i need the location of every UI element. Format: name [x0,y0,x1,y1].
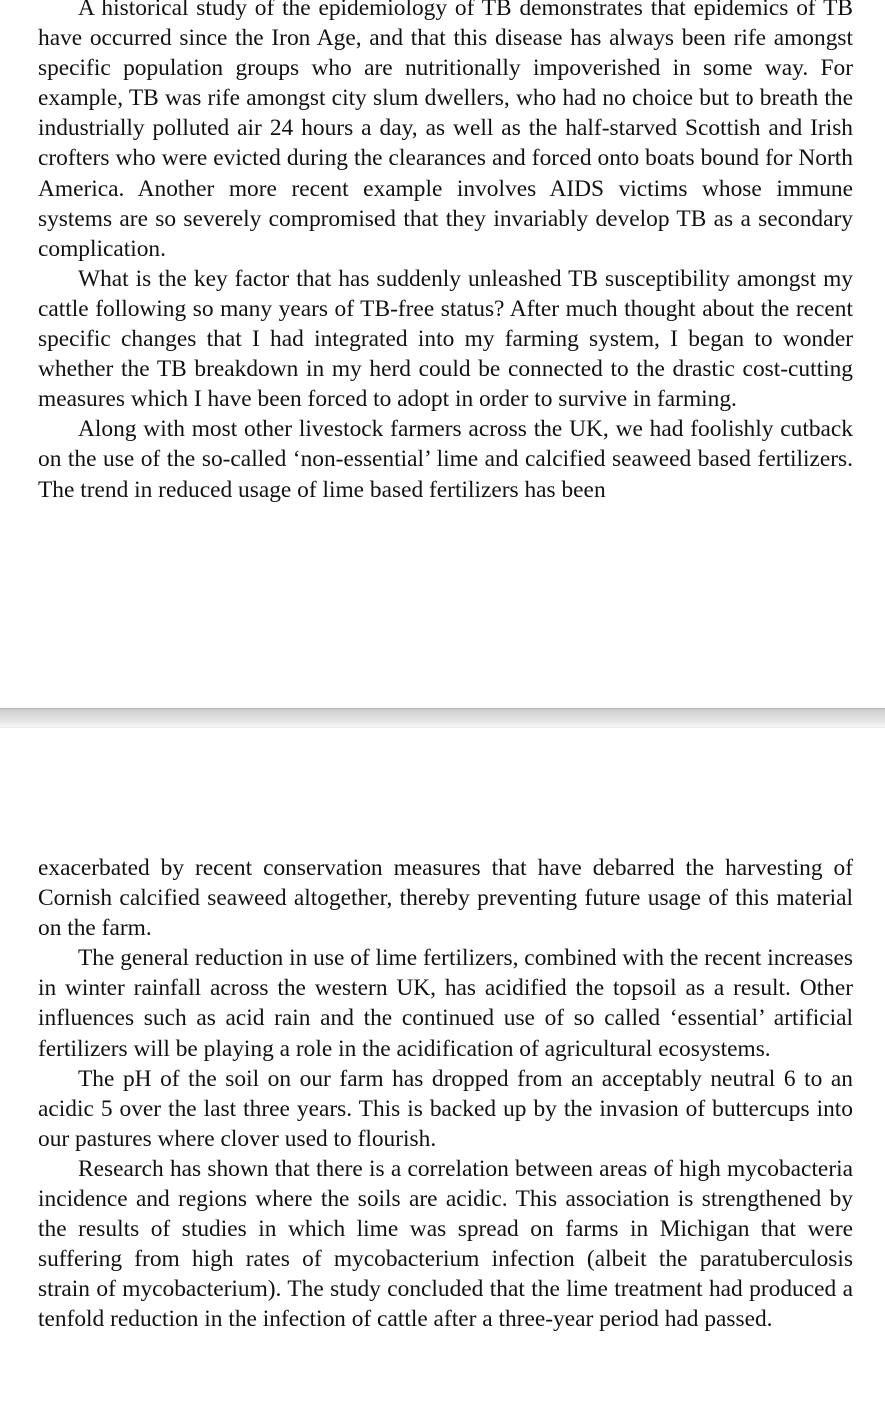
paragraph-soil-acidification: The general reduction in use of lime fertilizers, combined with the recent increases in winter rainfall across the western UK, has acidified the topsoil as a result. Other influences such as acid rain and the continued use of so called ‘essential’ artificial fertilizers will be playing a role in the acidification of agricultural ecosystems. [38,945,853,1062]
divider-top-edge [0,708,885,709]
page-top-text [38,0,853,505]
page-bottom-text [38,853,853,1335]
paragraph-research-correlation: Research has shown that there is a correlation between areas of high mycobacteria incidence and regions where the soils are acidic. This association is strengthened by the results of studies in which lime was spread on farms in Michigan that were suffering from high rates of mycobacterium infection (albeit the paratuberculosis strain of mycobacterium). The study concluded that the lime treatment had produced a tenfold reduction in the infection of cattle after a three-year period had passed. [38,1155,853,1333]
paragraph-tb-epidemiology: A historical study of the epidemiology of TB demonstrates that epidemics of TB have occurred since the Iron Age, and that this disease has always been rife amongst specific population groups who are nutritionally impoverished in some way. For example, TB was rife amongst city slum dwellers, who had no choice but to breath the industrially polluted air 24 hours a day, as well as the half-starved Scottish and Irish crofters who were evicted during the clearances and forced onto boats bound for North America. Another more recent example involves AIDS victims whose immune systems are so severely compromised that they invariably develop TB as a secondary complication. [38,0,853,262]
page-divider [0,708,885,728]
paragraph-soil-ph: The pH of the soil on our farm has dropped from an acceptably neutral 6 to an acidic 5 over the last three years. This is backed up by the invasion of buttercups into our pastures where clover used to flourish. [38,1065,853,1152]
paragraph-continuation: exacerbated by recent conservation measures that have debarred the harvesting of Cornish calcified seaweed altogether, thereby preventing future usage of this material on the farm. [38,855,853,942]
paragraph-lime-cutback: Along with most other livestock farmers across the UK, we had foolishly cutback on the use of the so-called ‘non-essential’ lime and calcified seaweed based fertilizers. The trend in reduced usage of lime based fertilizers has been [38,416,853,503]
paragraph-key-factor: What is the key factor that has suddenly unleashed TB susceptibility amongst my cattle following so many years of TB-free status? After much thought about the recent specific changes that I had integrated into my farming system, I began to wonder whether the TB breakdown in my herd could be connected to the drastic cost-cutting measures which I have been forced to adopt in order to survive in farming. [38,265,853,413]
page-bottom [0,728,885,1401]
